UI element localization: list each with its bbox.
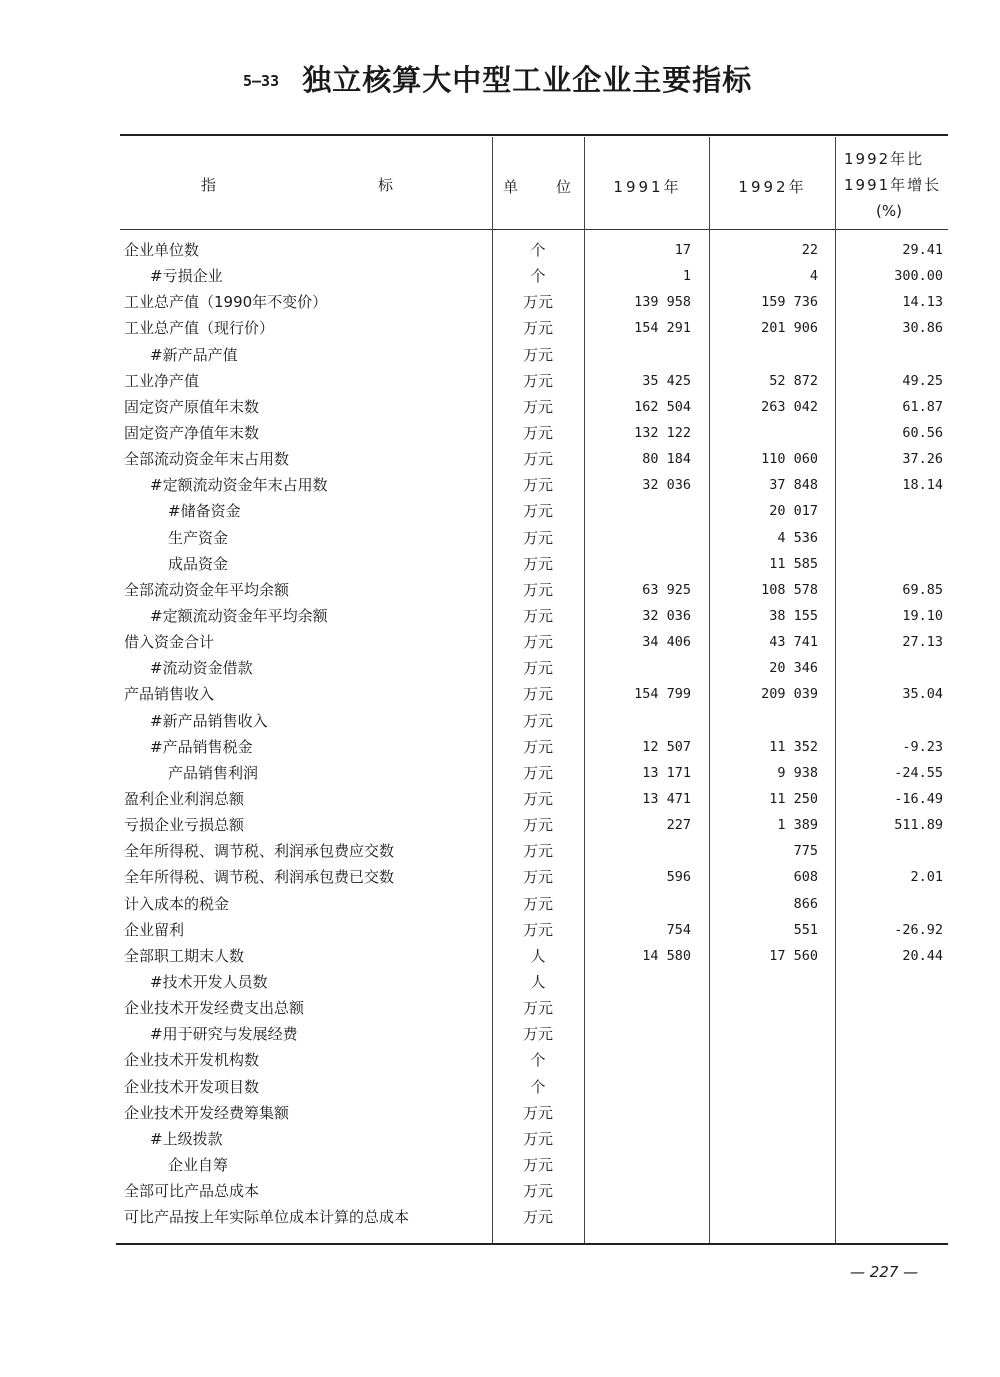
page-title <box>243 58 752 99</box>
indicator-cell: 借入资金合计 <box>124 633 215 652</box>
table-row <box>120 630 950 656</box>
unit-cell: 万元 <box>522 450 553 469</box>
indicator-cell: 全年所得税、调节税、利润承包费应交数 <box>124 842 395 861</box>
table-row <box>120 1179 950 1205</box>
unit-cell: 万元 <box>522 1182 553 1201</box>
unit-cell: 万元 <box>522 1129 553 1148</box>
table-row <box>120 526 950 552</box>
header-change-line3: (%) <box>876 202 902 220</box>
indicator-cell: 企业技术开发经费支出总额 <box>124 999 305 1018</box>
table-row <box>120 343 950 369</box>
value-1992-cell: 110 060 <box>761 451 818 468</box>
table-row <box>120 395 950 421</box>
table-row <box>120 682 950 708</box>
change-cell: 61.87 <box>902 398 943 415</box>
change-cell: 511.89 <box>894 817 943 834</box>
value-1992-cell: 866 <box>793 895 818 912</box>
value-1991-cell: 32 036 <box>642 477 691 494</box>
value-1991-cell: 596 <box>666 869 691 886</box>
unit-cell: 万元 <box>522 842 553 861</box>
indicator-cell: 企业自筹 <box>168 1155 229 1174</box>
unit-cell: 人 <box>530 946 546 965</box>
change-cell: 35.04 <box>902 686 943 703</box>
table-row <box>120 1022 950 1048</box>
unit-cell: 万元 <box>522 423 553 442</box>
unit-cell: 个 <box>530 1077 546 1096</box>
header-1991: 1991年 <box>613 178 682 196</box>
value-1992-cell: 43 741 <box>769 634 818 651</box>
change-cell: 18.14 <box>902 477 943 494</box>
table-row <box>120 290 950 316</box>
indicator-cell: #流动资金借款 <box>150 659 253 678</box>
indicator-cell: 产品销售利润 <box>168 763 259 782</box>
change-cell: 60.56 <box>902 424 943 441</box>
value-1991-cell: 1 <box>682 268 691 285</box>
indicator-cell: 企业技术开发项目数 <box>124 1077 260 1096</box>
change-cell: -9.23 <box>902 738 943 755</box>
change-cell: -26.92 <box>894 921 943 938</box>
value-1991-cell: 154 799 <box>634 686 691 703</box>
indicator-cell: #产品销售税金 <box>150 737 253 756</box>
table-row <box>120 499 950 525</box>
indicator-cell: 亏损企业亏损总额 <box>124 816 245 835</box>
unit-cell: 个 <box>530 241 546 259</box>
unit-cell: 万元 <box>522 1155 553 1174</box>
unit-cell: 万元 <box>522 737 553 756</box>
value-1992-cell: 20 017 <box>769 503 818 520</box>
value-1991-cell: 754 <box>666 921 691 938</box>
value-1992-cell: 20 346 <box>769 660 818 677</box>
indicator-cell: 全部流动资金年平均余额 <box>124 580 290 599</box>
indicator-cell: 工业净产值 <box>124 371 200 390</box>
table-row <box>120 918 950 944</box>
table-row <box>120 578 950 604</box>
value-1992-cell: 551 <box>793 921 818 938</box>
unit-cell: 万元 <box>522 476 553 495</box>
unit-cell: 万元 <box>522 345 553 364</box>
unit-cell: 万元 <box>522 685 553 704</box>
table-row <box>120 787 950 813</box>
value-1991-cell: 162 504 <box>634 398 691 415</box>
table-top-rule <box>120 134 948 136</box>
change-cell: 49.25 <box>902 372 943 389</box>
table-row <box>120 369 950 395</box>
value-1992-cell: 11 585 <box>769 555 818 572</box>
value-1991-cell: 32 036 <box>642 607 691 624</box>
indicator-cell: 企业技术开发经费筹集额 <box>124 1103 290 1122</box>
unit-cell: 个 <box>530 1051 546 1070</box>
value-1992-cell: 108 578 <box>761 581 818 598</box>
unit-cell: 万元 <box>522 606 553 625</box>
unit-cell: 万元 <box>522 633 553 652</box>
header-unit-b: 位 <box>556 178 572 196</box>
table-row <box>120 996 950 1022</box>
unit-cell: 万元 <box>522 816 553 835</box>
indicator-cell: 固定资产净值年末数 <box>124 423 260 442</box>
indicator-cell: 全部可比产品总成本 <box>124 1182 260 1201</box>
value-1992-cell: 209 039 <box>761 686 818 703</box>
change-cell: 19.10 <box>902 607 943 624</box>
table-row <box>120 264 950 290</box>
table-title: 独立核算大中型工业企业主要指标 <box>302 63 753 97</box>
unit-cell: 万元 <box>522 1025 553 1044</box>
value-1992-cell: 263 042 <box>761 398 818 415</box>
table-row <box>120 1205 950 1231</box>
value-1991-cell: 14 580 <box>642 947 691 964</box>
table-bottom-rule <box>116 1243 948 1245</box>
value-1992-cell: 11 352 <box>769 738 818 755</box>
unit-cell: 万元 <box>522 554 553 573</box>
value-1992-cell: 1 389 <box>777 817 818 834</box>
table-row <box>120 421 950 447</box>
value-1991-cell: 227 <box>666 817 691 834</box>
change-cell: -16.49 <box>894 790 943 807</box>
table-header-rule <box>120 229 948 230</box>
value-1991-cell: 17 <box>674 242 691 258</box>
table-row <box>120 552 950 578</box>
unit-cell: 万元 <box>522 1208 553 1227</box>
value-1991-cell: 13 471 <box>642 790 691 807</box>
unit-cell: 个 <box>530 267 546 286</box>
indicator-cell: 固定资产原值年末数 <box>124 397 260 416</box>
value-1992-cell: 9 938 <box>777 764 818 781</box>
indicator-cell: 产品销售收入 <box>124 685 215 704</box>
table-row <box>120 865 950 891</box>
value-1992-cell: 37 848 <box>769 477 818 494</box>
value-1992-cell: 775 <box>793 843 818 860</box>
value-1991-cell: 139 958 <box>634 294 691 311</box>
value-1991-cell: 80 184 <box>642 451 691 468</box>
header-unit-a: 单 <box>503 178 519 196</box>
change-cell: 20.44 <box>902 947 943 964</box>
indicator-cell: 企业留利 <box>124 920 185 939</box>
value-1991-cell: 12 507 <box>642 738 691 755</box>
unit-cell: 万元 <box>522 659 553 678</box>
table-row <box>120 656 950 682</box>
table-number: 5—33 <box>243 72 280 90</box>
change-cell: 2.01 <box>910 869 943 886</box>
unit-cell: 万元 <box>522 580 553 599</box>
unit-cell: 万元 <box>522 397 553 416</box>
table-row <box>120 709 950 735</box>
value-1992-cell: 17 560 <box>769 947 818 964</box>
change-cell: 300.00 <box>894 268 943 285</box>
header-change-line1: 1992年比 <box>844 150 925 168</box>
value-1991-cell: 13 171 <box>642 764 691 781</box>
unit-cell: 万元 <box>522 293 553 312</box>
indicator-cell: 工业总产值（现行价） <box>124 319 275 338</box>
indicator-cell: #亏损企业 <box>150 267 223 286</box>
change-cell: 37.26 <box>902 451 943 468</box>
indicator-cell: #用于研究与发展经费 <box>150 1025 298 1044</box>
table-row <box>120 892 950 918</box>
table-row <box>120 1153 950 1179</box>
value-1992-cell: 201 906 <box>761 320 818 337</box>
change-cell: 69.85 <box>902 581 943 598</box>
unit-cell: 万元 <box>522 371 553 390</box>
unit-cell: 万元 <box>522 528 553 547</box>
value-1992-cell: 22 <box>801 242 818 258</box>
unit-cell: 万元 <box>522 1103 553 1122</box>
indicator-cell: #上级拨款 <box>150 1129 223 1148</box>
change-cell: -24.55 <box>894 764 943 781</box>
table-row <box>120 447 950 473</box>
header-indicator-a: 指 <box>201 176 217 194</box>
indicator-cell: #定额流动资金年平均余额 <box>150 606 328 625</box>
value-1991-cell: 154 291 <box>634 320 691 337</box>
change-cell: 14.13 <box>902 294 943 311</box>
unit-cell: 万元 <box>522 789 553 808</box>
indicator-cell: 全年所得税、调节税、利润承包费已交数 <box>124 868 395 887</box>
table-row <box>120 316 950 342</box>
value-1991-cell: 35 425 <box>642 372 691 389</box>
table-row <box>120 604 950 630</box>
unit-cell: 万元 <box>522 319 553 338</box>
value-1992-cell: 4 536 <box>777 529 818 546</box>
indicator-cell: #新产品销售收入 <box>150 711 268 730</box>
header-1992: 1992年 <box>738 178 807 196</box>
value-1992-cell: 4 <box>809 268 818 285</box>
value-1991-cell: 63 925 <box>642 581 691 598</box>
table-body <box>120 238 950 1231</box>
table-row <box>120 238 950 264</box>
unit-cell: 万元 <box>522 920 553 939</box>
indicator-cell: 企业单位数 <box>124 241 200 259</box>
indicator-cell: 全部职工期末人数 <box>124 946 245 965</box>
table-row <box>120 944 950 970</box>
indicator-cell: #新产品产值 <box>150 345 238 364</box>
unit-cell: 万元 <box>522 502 553 521</box>
indicator-cell: 成品资金 <box>168 554 229 573</box>
value-1992-cell: 608 <box>793 869 818 886</box>
unit-cell: 万元 <box>522 894 553 913</box>
change-cell: 30.86 <box>902 320 943 337</box>
table-row <box>120 1048 950 1074</box>
change-cell: 29.41 <box>902 242 943 258</box>
table-row <box>120 761 950 787</box>
value-1991-cell: 132 122 <box>634 424 691 441</box>
value-1991-cell: 34 406 <box>642 634 691 651</box>
table-row <box>120 735 950 761</box>
table-row <box>120 839 950 865</box>
table-row <box>120 1127 950 1153</box>
indicator-cell: #定额流动资金年末占用数 <box>150 476 328 495</box>
header-change-line2: 1991年增长 <box>844 176 942 194</box>
value-1992-cell: 159 736 <box>761 294 818 311</box>
indicator-cell: 全部流动资金年末占用数 <box>124 450 290 469</box>
page-number: — 227 — <box>850 1263 919 1281</box>
unit-cell: 万元 <box>522 711 553 730</box>
indicator-cell: 可比产品按上年实际单位成本计算的总成本 <box>124 1208 410 1227</box>
unit-cell: 人 <box>530 972 546 991</box>
table-row <box>120 970 950 996</box>
header-indicator-b: 标 <box>378 176 394 194</box>
unit-cell: 万元 <box>522 763 553 782</box>
change-cell: 27.13 <box>902 634 943 651</box>
table-row <box>120 813 950 839</box>
indicator-cell: 企业技术开发机构数 <box>124 1051 260 1070</box>
indicator-cell: 盈利企业利润总额 <box>124 789 245 808</box>
indicator-cell: #技术开发人员数 <box>150 972 268 991</box>
table-row <box>120 1101 950 1127</box>
indicator-cell: 工业总产值（1990年不变价） <box>124 293 328 312</box>
unit-cell: 万元 <box>522 999 553 1018</box>
table-row <box>120 1075 950 1101</box>
header-change <box>836 146 948 224</box>
indicator-cell: #储备资金 <box>168 502 241 521</box>
value-1992-cell: 11 250 <box>769 790 818 807</box>
table-row <box>120 473 950 499</box>
indicator-cell: 生产资金 <box>168 528 229 547</box>
unit-cell: 万元 <box>522 868 553 887</box>
indicator-cell: 计入成本的税金 <box>124 894 230 913</box>
value-1992-cell: 38 155 <box>769 607 818 624</box>
value-1992-cell: 52 872 <box>769 372 818 389</box>
